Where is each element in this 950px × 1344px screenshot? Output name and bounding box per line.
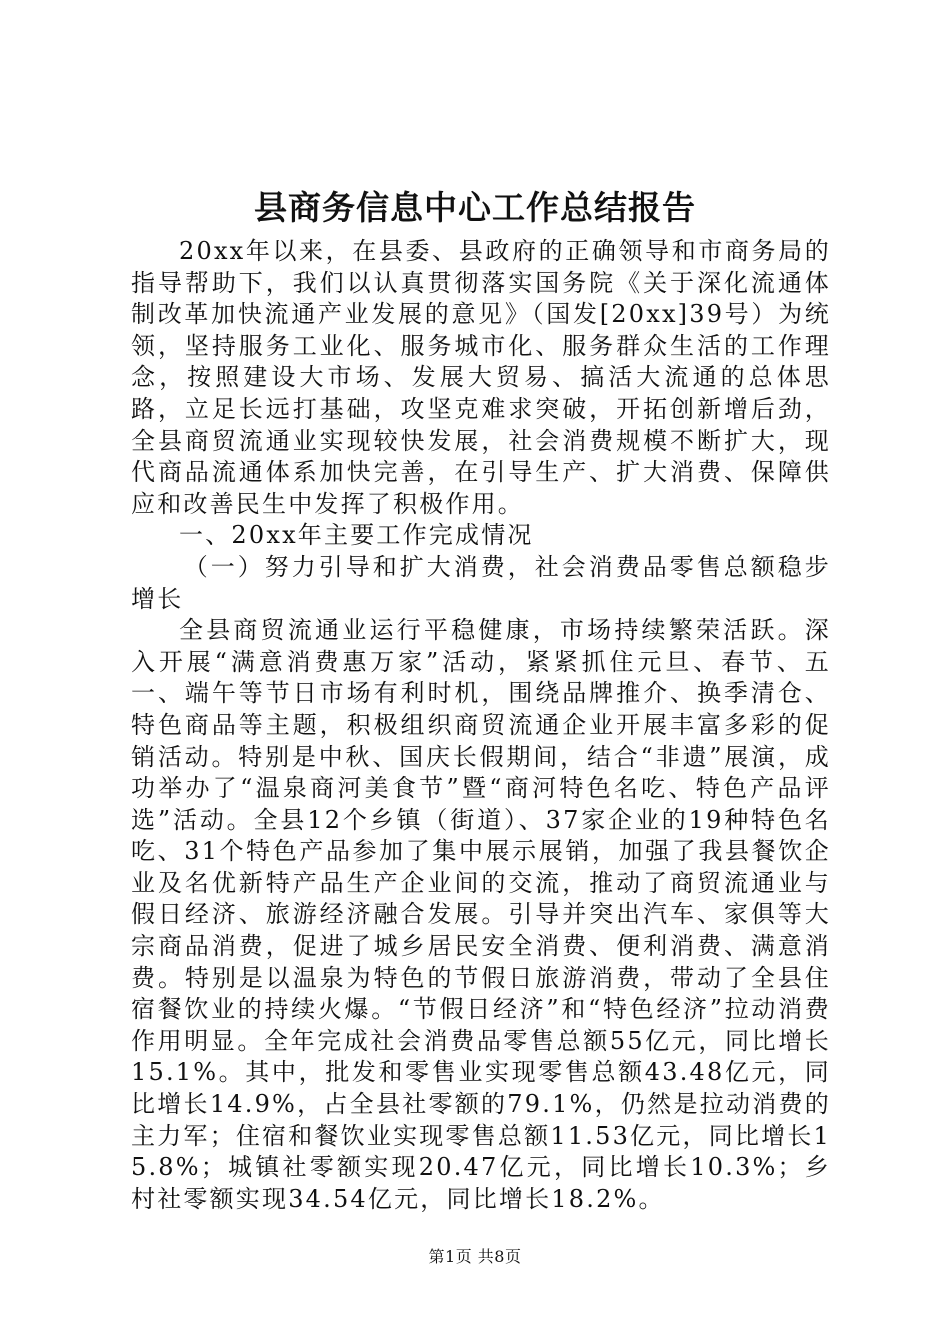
subsection-heading: （一）努力引导和扩大消费，社会消费品零售总额稳步增长 xyxy=(131,552,831,613)
intro-paragraph: 20xx年以来，在县委、县政府的正确领导和市商务局的指导帮助下，我们以认真贯彻落实国务院《关于深化流通体制改革加快流通产业发展的意见》（国发[20xx]39号）为统领，坚持服务工业化、服务城市化、服务群众生活的工作理念，按照建设大市场、发展大贸易、搞活大流通的总体思路，立足长远打基础，攻坚克难求突破，开拓创新增后劲，全县商贸流通业实现较快发展，社会消费规模不断扩大，现代商品流通体系加快完善，在引导生产、扩大消费、保障供应和改善民生中发挥了积极作用。 xyxy=(131,237,831,518)
page-number-footer: 第1页 共8页 xyxy=(428,1247,522,1266)
section-heading: 一、20xx年主要工作完成情况 xyxy=(179,521,534,550)
document-title: 县商务信息中心工作总结报告 xyxy=(254,188,696,227)
body-paragraph: 全县商贸流通业运行平稳健康，市场持续繁荣活跃。深入开展“满意消费惠万家”活动，紧紧抓住元旦、春节、五一、端午等节日市场有利时机，围绕品牌推介、换季清仓、特色商品等主题，积极组织商贸流通企业开展丰富多彩的促销活动。特别是中秋、国庆长假期间，结合“非遗”展演，成功举办了“温泉商河美食节”暨“商河特色名吃、特色产品评选”活动。全县12个乡镇（街道）、37家企业的19种特色名吃、31个特色产品参加了集中展示展销，加强了我县餐饮企业及名优新特产品生产企业间的交流，推动了商贸流通业与假日经济、旅游经济融合发展。引导并突出汽车、家俱等大宗商品消费，促进了城乡居民安全消费、便利消费、满意消费。特别是以温泉为特色的节假日旅游消费，带动了全县住宿餐饮业的持续火爆。“节假日经济”和“特色经济”拉动消费作用明显。全年完成社会消费品零售总额55亿元，同比增长15.1%。其中，批发和零售业实现零售总额43.48亿元，同比增长14.9%，占全县社零额的79.1%，仍然是拉动消费的主力军；住宿和餐饮业实现零售总额11.53亿元，同比增长15.8%；城镇社零额实现20.47亿元，同比增长10.3%；乡村社零额实现34.54亿元，同比增长18.2%。 xyxy=(131,616,831,1213)
document-body xyxy=(131,236,831,1215)
